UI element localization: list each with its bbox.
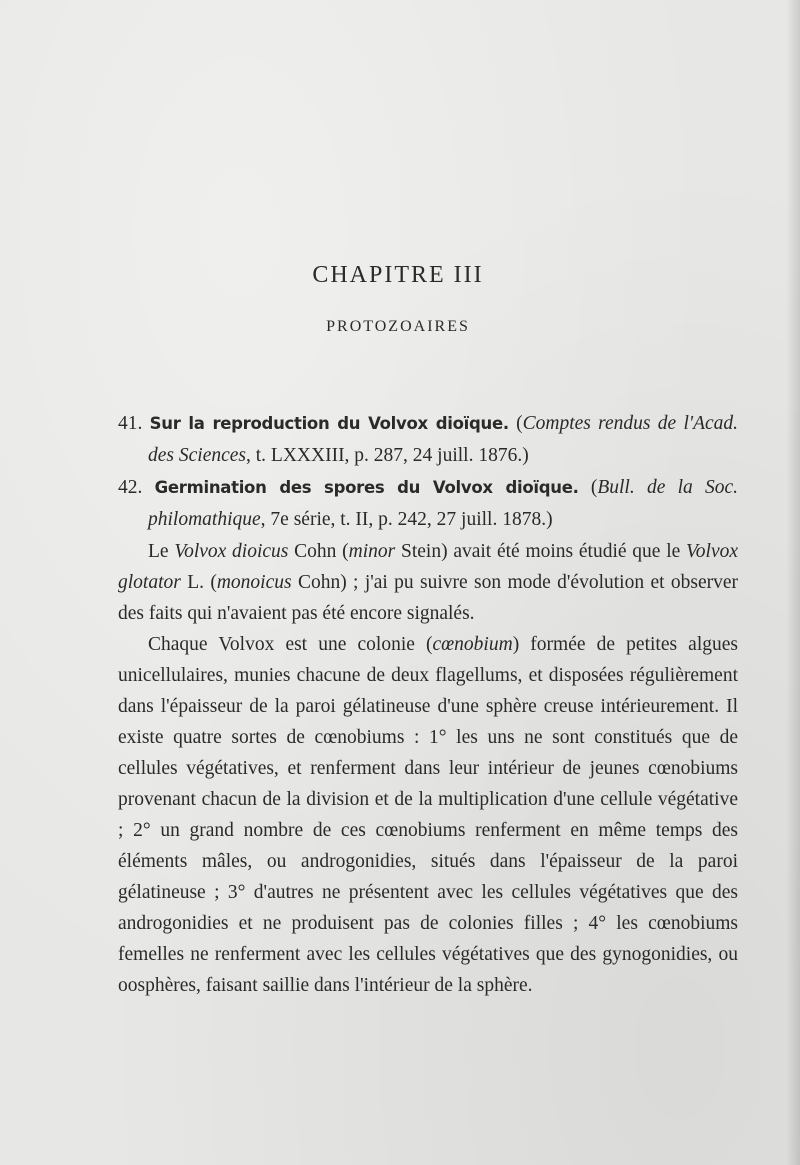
text-run: ) formée de petites algues unicellulaires, munies chacune de deux flagellums, et disposées régulièrement dans l'épaisseur de la paroi gélatineuse d'une sphère creuse intérieurement. Il existe quatre sortes de cœnobiums : 1° les uns ne sont constitués que de cellules végétatives, et renferment dans leur intérieur de jeunes cœnobiums provenant chacun de la division et de la multiplication d'une cellule végétative ; 2° un grand nombre de ces cœnobiums renferment en même temps des éléments mâles, ou androgonidies, situés dans l'épaisseur de la paroi gélatineuse ; 3° d'autres ne présentent avec les cellules végétatives que des androgonidies et ne produisent pas de colonies filles ; 4° les cœnobiums femelles ne renferment avec les cellules végétatives que des gynogonidies, ou oosphères, faisant saillie dans l'intérieur de la sphère. xyxy=(118,634,738,996)
body-text xyxy=(118,536,738,1001)
chapter-subtitle: PROTOZOAIRES xyxy=(326,318,470,335)
reference-source-open: ( xyxy=(516,413,523,434)
reference-number: 42. xyxy=(118,477,143,498)
species-name: minor xyxy=(348,541,396,562)
paragraph-intro xyxy=(118,536,738,629)
text-run: Chaque Volvox est une colonie ( xyxy=(148,634,433,655)
reference-journal: Bull. de la Soc. philomathique xyxy=(148,477,739,530)
term-italic: cœnobium xyxy=(432,634,513,655)
reference-title: Germination des spores du Volvox dioïque. xyxy=(154,478,579,497)
text-run: Le xyxy=(148,541,175,562)
species-name: monoicus xyxy=(216,572,292,593)
reference-journal: Comptes rendus de l'Acad. des Sciences xyxy=(148,413,739,466)
reference-item xyxy=(118,408,738,472)
species-name: Volvox glotator xyxy=(118,541,739,593)
paragraph-colony xyxy=(118,629,738,1001)
reference-list xyxy=(118,408,738,536)
reference-source-details: , 7e série, t. II, p. 242, 27 juill. 1878.) xyxy=(260,509,553,530)
text-run: Cohn ( xyxy=(288,541,349,562)
chapter-title: CHAPITRE III xyxy=(312,262,484,288)
reference-item xyxy=(118,472,738,536)
text-run: Cohn) ; j'ai pu suivre son mode d'évolution et observer des faits qui n'avaient pas été encore signalés. xyxy=(118,572,739,624)
reference-source-open: ( xyxy=(590,477,598,498)
species-name: Volvox dioicus xyxy=(174,541,289,562)
text-run: Stein) avait été moins étudié que le xyxy=(395,541,687,562)
reference-source-details: , t. LXXXIII, p. 287, 24 juill. 1876.) xyxy=(246,445,529,466)
reference-title: Sur la reproduction du Volvox dioïque. xyxy=(149,414,509,433)
text-run: L. ( xyxy=(180,572,217,593)
reference-number: 41. xyxy=(118,413,143,434)
page-edge-shadow xyxy=(786,0,800,1165)
book-page xyxy=(118,0,738,1165)
